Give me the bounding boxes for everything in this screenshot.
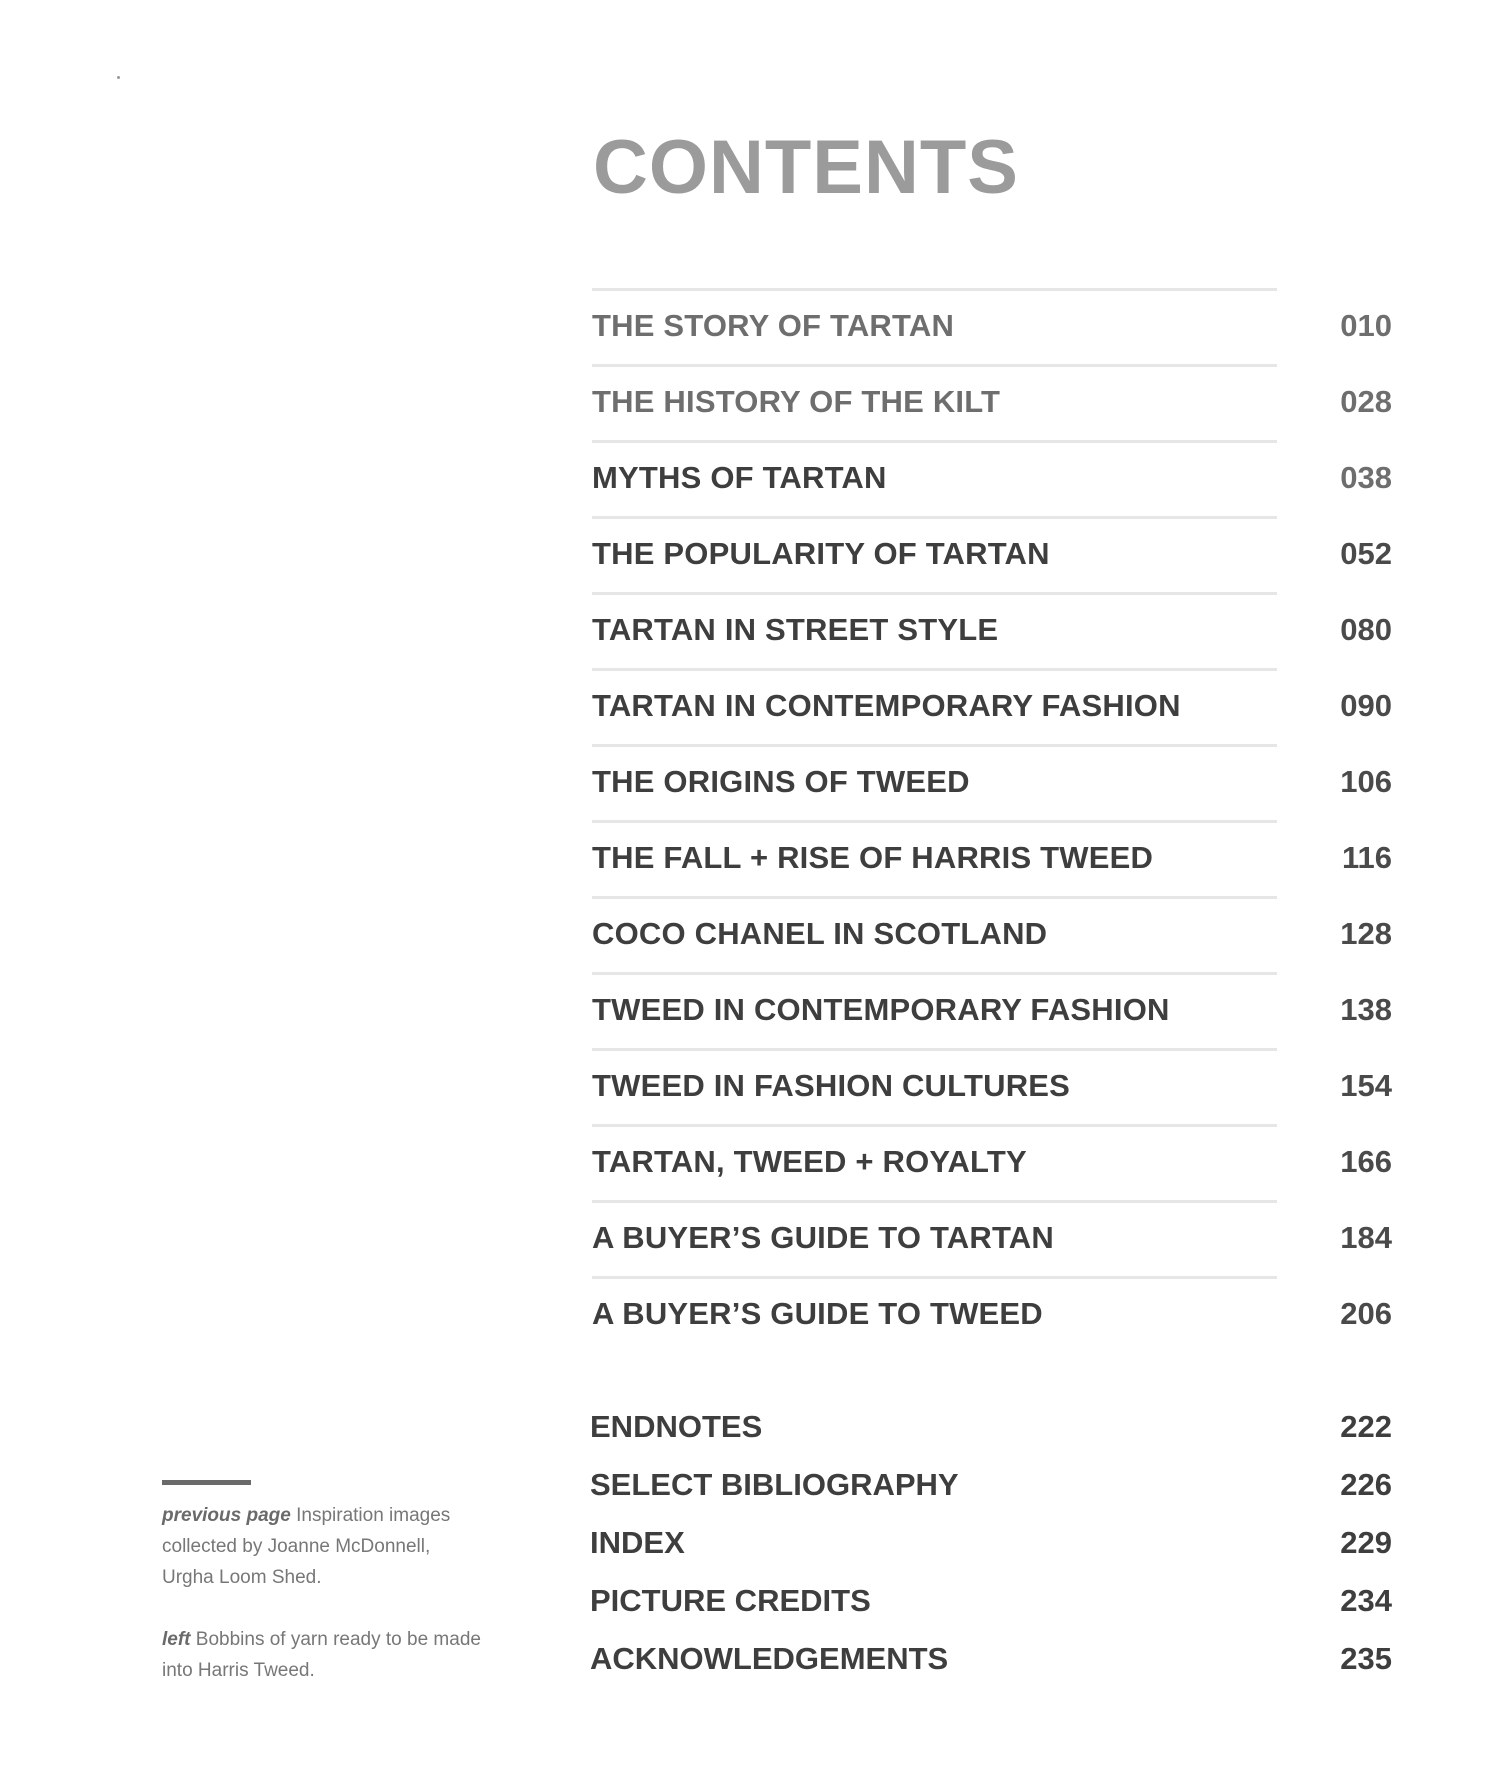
page-title: CONTENTS — [593, 125, 1019, 210]
toc-entry[interactable] — [592, 288, 1392, 364]
toc-entry-title: THE FALL + RISE OF HARRIS TWEED — [592, 840, 1154, 875]
toc-entry-page: 038 — [1340, 460, 1392, 495]
caption-text: Inspiration images collected by Joanne McDonnell, Urgha Loom Shed. — [162, 1505, 451, 1588]
toc-entry-page: 090 — [1340, 688, 1392, 723]
toc-entry-page: 184 — [1340, 1220, 1392, 1255]
toc-entry-title: TWEED IN FASHION CULTURES — [592, 1068, 1071, 1103]
toc-entry-title: THE STORY OF TARTAN — [592, 308, 955, 343]
toc-entry[interactable] — [592, 592, 1392, 668]
toc-entry-title: A BUYER’S GUIDE TO TARTAN — [592, 1220, 1054, 1255]
toc-entry-page: 206 — [1340, 1296, 1392, 1331]
back-matter-entry[interactable] — [590, 1572, 1392, 1630]
toc-entry-title: TARTAN, TWEED + ROYALTY — [592, 1144, 1027, 1179]
caption-lead: previous page — [162, 1505, 291, 1526]
toc-entry[interactable] — [592, 820, 1392, 896]
back-matter-title: ACKNOWLEDGEMENTS — [590, 1641, 949, 1676]
toc-entry-page: 166 — [1340, 1144, 1392, 1179]
page-speck — [117, 76, 120, 79]
toc-entry[interactable] — [592, 1200, 1392, 1276]
toc-entry-page: 128 — [1340, 916, 1392, 951]
caption-text: Bobbins of yarn ready to be made into Harris Tweed. — [162, 1629, 481, 1681]
toc-entry-page: 052 — [1340, 536, 1392, 571]
back-matter-title: SELECT BIBLIOGRAPHY — [590, 1467, 959, 1502]
toc-entry-page: 106 — [1340, 764, 1392, 799]
toc-entry-page: 154 — [1340, 1068, 1392, 1103]
toc-entry[interactable] — [592, 1124, 1392, 1200]
toc-entry[interactable] — [592, 744, 1392, 820]
back-matter-page: 222 — [1340, 1409, 1392, 1444]
toc-entry[interactable] — [592, 668, 1392, 744]
back-matter-entry[interactable] — [590, 1456, 1392, 1514]
toc-entry-title: TARTAN IN STREET STYLE — [592, 612, 999, 647]
toc-entry-title: TWEED IN CONTEMPORARY FASHION — [592, 992, 1170, 1027]
toc-entry[interactable] — [592, 516, 1392, 592]
back-matter-page: 234 — [1340, 1583, 1392, 1618]
toc-entry-title: TARTAN IN CONTEMPORARY FASHION — [592, 688, 1181, 723]
back-matter-entry[interactable] — [590, 1398, 1392, 1456]
caption-previous-page — [162, 1500, 482, 1593]
back-matter-list — [590, 1398, 1392, 1688]
toc-entry[interactable] — [592, 364, 1392, 440]
toc-entry-title: MYTHS OF TARTAN — [592, 460, 887, 495]
toc-entry[interactable] — [592, 1276, 1392, 1352]
toc-entry-page: 116 — [1341, 840, 1392, 875]
caption-lead: left — [162, 1629, 191, 1650]
toc-entry[interactable] — [592, 440, 1392, 516]
toc-entry-title: COCO CHANEL IN SCOTLAND — [592, 916, 1048, 951]
toc-entry[interactable] — [592, 896, 1392, 972]
back-matter-page: 226 — [1340, 1467, 1392, 1502]
back-matter-page: 235 — [1340, 1641, 1392, 1676]
back-matter-page: 229 — [1340, 1525, 1392, 1560]
chapter-list — [592, 288, 1392, 1352]
caption-rule — [162, 1480, 251, 1485]
toc-entry-page: 138 — [1340, 992, 1392, 1027]
toc-entry-title: THE POPULARITY OF TARTAN — [592, 536, 1050, 571]
toc-entry-title: THE HISTORY OF THE KILT — [592, 384, 1001, 419]
toc-entry[interactable] — [592, 972, 1392, 1048]
toc-entry-page: 028 — [1340, 384, 1392, 419]
back-matter-title: INDEX — [590, 1525, 685, 1560]
caption-left — [162, 1624, 482, 1686]
toc-entry-page: 010 — [1340, 308, 1392, 343]
back-matter-title: ENDNOTES — [590, 1409, 763, 1444]
toc-entry-page: 080 — [1340, 612, 1392, 647]
back-matter-entry[interactable] — [590, 1514, 1392, 1572]
toc-entry[interactable] — [592, 1048, 1392, 1124]
toc-entry-title: THE ORIGINS OF TWEED — [592, 764, 970, 799]
back-matter-entry[interactable] — [590, 1630, 1392, 1688]
back-matter-title: PICTURE CREDITS — [590, 1583, 871, 1618]
toc-entry-title: A BUYER’S GUIDE TO TWEED — [592, 1296, 1043, 1331]
